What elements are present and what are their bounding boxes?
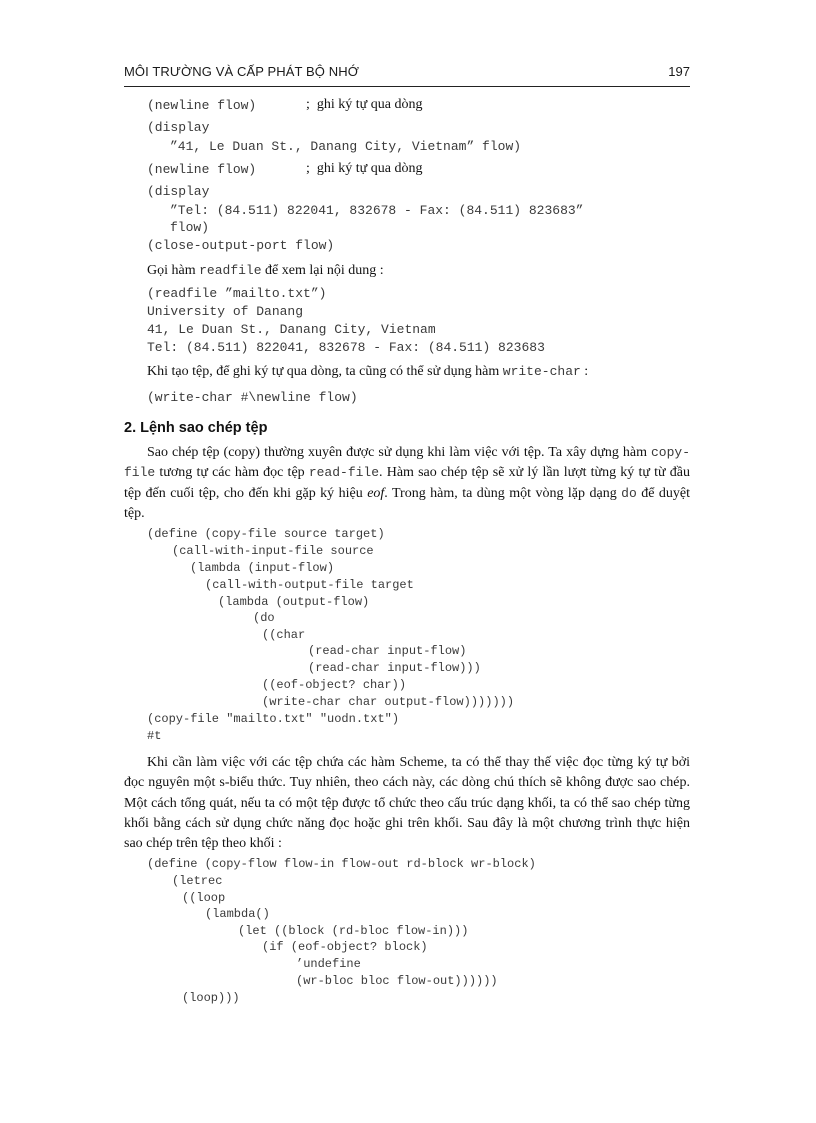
sentence-text: để xem lại nội dung :: [261, 263, 384, 278]
code-line: Tel: (84.511) 822041, 832678 - Fax: (84.511) 823683: [147, 340, 545, 355]
code-line: (loop))): [182, 991, 240, 1005]
inline-code: do: [621, 485, 637, 501]
paragraph-text: để duyệt tệp.: [124, 485, 690, 521]
sentence-text: :: [580, 364, 589, 379]
emphasis-text: eof: [367, 485, 385, 501]
code-line: (read-char input-flow): [308, 644, 467, 658]
code-comment: ; ghi ký tự qua dòng: [306, 161, 423, 176]
code-line: ”Tel: (84.511) 822041, 832678 - Fax: (84.511) 823683”: [170, 203, 584, 218]
sentence-text: Khi tạo tệp, để ghi ký tự qua dòng, ta cũng có thể sử dụng hàm: [147, 364, 503, 379]
code-line: (write-char #\newline flow): [147, 390, 358, 405]
code-line: (wr-bloc bloc flow-out)))))): [296, 974, 498, 988]
paragraph: [124, 443, 690, 524]
code-line: ’undefine: [296, 957, 361, 971]
inline-code: copy-file: [124, 445, 690, 481]
code-line: ((loop: [182, 891, 226, 905]
code-line: 41, Le Duan St., Danang City, Vietnam: [147, 322, 436, 337]
code-line: (display: [147, 120, 210, 135]
inline-code: read-file: [308, 465, 380, 481]
chapter-title: MÔI TRƯỜNG VÀ CẤP PHÁT BỘ NHỚ: [124, 64, 359, 79]
code-line: (read-char input-flow))): [308, 661, 481, 675]
code-line: (display: [147, 184, 210, 199]
code-comment: ; ghi ký tự qua dòng: [306, 97, 423, 112]
paragraph-text: . Trong hàm, ta dùng một vòng lặp dạng: [384, 485, 622, 501]
page-header: [124, 64, 690, 87]
code-line: ”41, Le Duan St., Danang City, Vietnam” flow): [170, 139, 522, 154]
paragraph-text: Sao chép tệp (copy) thường xuyên được sử dụng khi làm việc với tệp. Ta xây dựng hàm: [147, 445, 651, 460]
code-line: (copy-file "mailto.txt" "uodn.txt"): [147, 712, 400, 726]
page-number: 197: [668, 64, 690, 79]
code-line: (letrec: [172, 874, 223, 888]
code-line: University of Danang: [147, 304, 304, 319]
code-line: (define (copy-flow flow-in flow-out rd-block wr-block): [147, 857, 536, 871]
code-line: (lambda (input-flow): [190, 561, 335, 575]
code-line: ((eof-object? char)): [262, 678, 407, 692]
code-line: (newline flow): [147, 162, 257, 177]
code-line: (readfile ”mailto.txt”): [147, 286, 327, 301]
code-line: (close-output-port flow): [147, 238, 335, 253]
code-line: flow): [170, 220, 210, 235]
code-line: (do: [253, 611, 275, 625]
code-line: #t: [147, 729, 162, 743]
inline-code: readfile: [199, 263, 262, 278]
code-line: (if (eof-object? block): [262, 940, 428, 954]
paragraph-text: . Hàm sao chép tệp sẽ xử lý lần lượt từng ký tự từ đầu tệp đến cuối tệp, cho đến khi gặp ký hiệu: [124, 465, 690, 501]
code-line: ((char: [262, 628, 306, 642]
section-heading: 2. Lệnh sao chép tệp: [124, 420, 268, 436]
code-line: (define (copy-file source target): [147, 527, 385, 541]
code-line: (call-with-input-file source: [172, 544, 374, 558]
code-line: (call-with-output-file target: [205, 578, 414, 592]
paragraph: Khi cần làm việc với các tệp chứa các hàm Scheme, ta có thể thay thế việc đọc từng ký tự bởi đọc nguyên một s-biểu thức. Tuy nhiên, theo cách này, các dòng chú thích sẽ không được sao chép. Một cách tổng quát, nếu ta có một tệp được tổ chức theo cấu trúc dạng khối, ta có thể sao chép từng khối bằng cách sử dụng chức năng đọc hoặc ghi trên khối. Sau đây là một chương trình thực hiện sao chép trên tệp theo khối :: [124, 755, 690, 852]
code-line: (lambda(): [205, 907, 270, 921]
code-line: (let ((block (rd-bloc flow-in))): [238, 924, 469, 938]
code-line: (newline flow): [147, 98, 257, 113]
write-char-sentence: [147, 364, 588, 380]
paragraph-text: tương tự các hàm đọc tệp: [155, 465, 309, 481]
code-line: (write-char char output-flow))))))): [262, 695, 515, 709]
code-line: (lambda (output-flow): [218, 595, 370, 609]
sentence-text: Gọi hàm: [147, 263, 200, 278]
inline-code: write-char: [502, 364, 581, 379]
readfile-sentence: [147, 263, 384, 279]
